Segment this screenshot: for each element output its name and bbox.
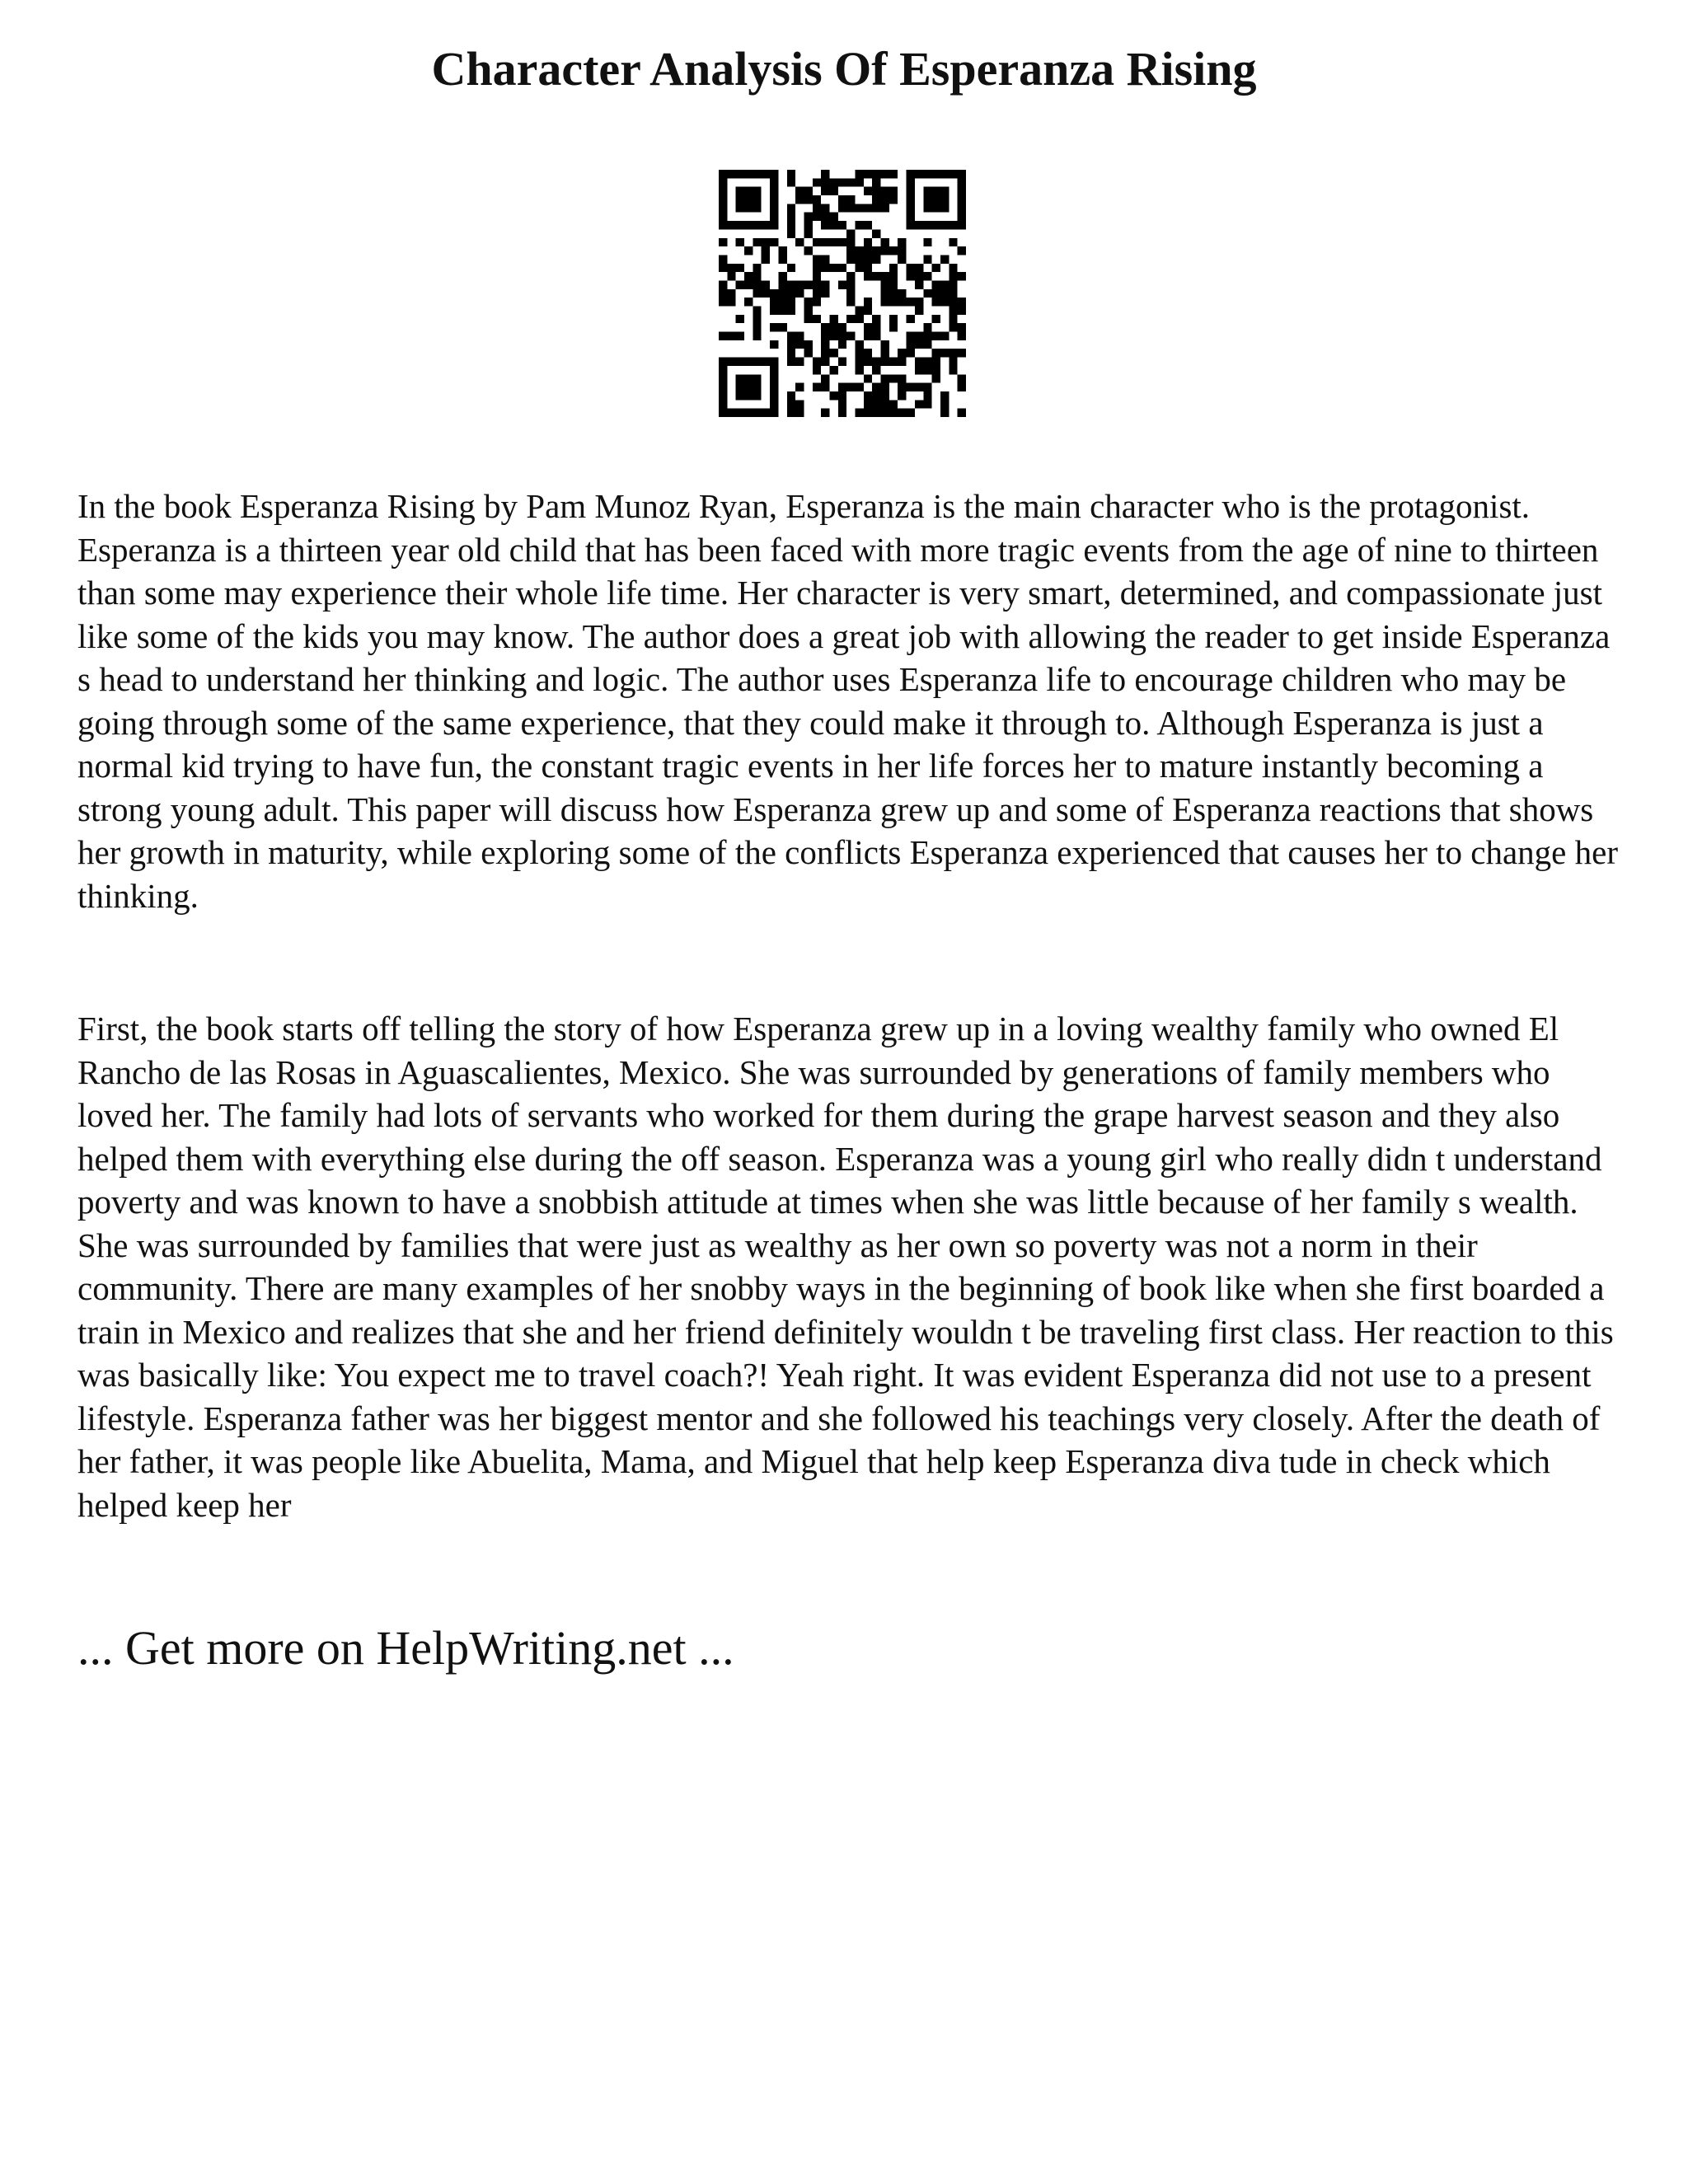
get-more-link[interactable]: ... Get more on HelpWriting.net ... (77, 1621, 734, 1675)
paragraph-first: First, the book starts off telling the story of how Esperanza grew up in a loving wealthy family who owned El Rancho de las Rosas in Aguascalientes, Mexico. She was surrounded by generations of family members who loved her. The family had lots of servants who worked for them during the grape harvest season and they also helped them with everything else during the off season. Esperanza was a young girl who really didn t understand poverty and was known to have a snobbish attitude at times when she was little because of her family s wealth. She was surrounded by families that were just as wealthy as her own so poverty was not a norm in their community. There are many examples of her snobby ways in the beginning of book like when she first boarded a train in Mexico and realizes that she and her friend definitely wouldn t be traveling first class. Her reaction to this was basically like: You expect me to travel coach?! Yeah right. It was evident Esperanza did not use to a present lifestyle. Esperanza father was her biggest mentor and she followed his teachings very closely. After the death of her father, it was people like Abuelita, Mama, and Miguel that help keep Esperanza diva tude in check which helped keep her (77, 1010, 1614, 1524)
qr-code-icon (719, 170, 966, 417)
page-title: Character Analysis Of Esperanza Rising (431, 42, 1257, 96)
paragraph-intro: In the book Esperanza Rising by Pam Munoz Ryan, Esperanza is the main character who is the protagonist. Esperanza is a thirteen year old child that has been faced with more tragic events from the age of nine to thirteen than some may experience their whole life time. Her character is very smart, determined, and compassionate just like some of the kids you may know. The author does a great job with allowing the reader to get inside Esperanza s head to understand her thinking and logic. The author uses Esperanza life to encourage children who may be going through some of the same experience, that they could make it through to. Although Esperanza is just a normal kid trying to have fun, the constant tragic events in her life forces her to mature instantly becoming a strong young adult. This paper will discuss how Esperanza grew up and some of Esperanza reactions that shows her growth in maturity, while exploring some of the conflicts Esperanza experienced that causes her to change her thinking. (77, 487, 1618, 915)
